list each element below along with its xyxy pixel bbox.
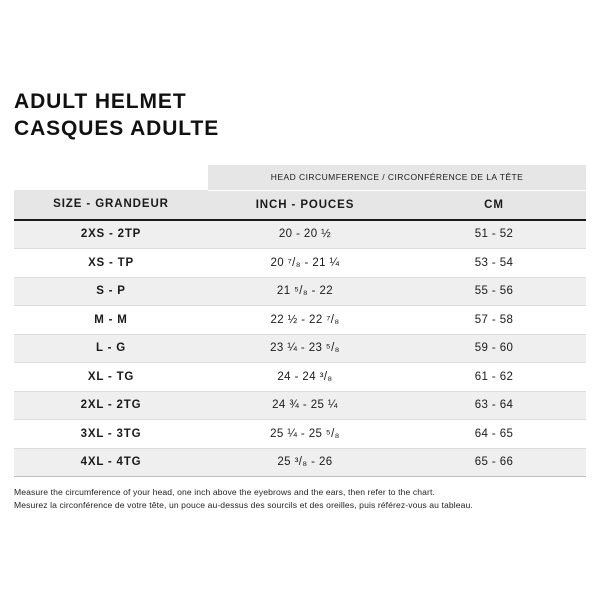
cell-size: 2XS - 2TP [14, 220, 208, 249]
table-row [14, 220, 586, 249]
cell-cm: 64 - 65 [402, 420, 586, 449]
note-french: Mesurez la circonférence de votre tête, un pouce au-dessus des sourcils et des oreilles, puis référez-vous au tableau. [14, 500, 473, 511]
group-header-head-circumference: HEAD CIRCUMFERENCE / CIRCONFÉRENCE DE LA TÊTE [208, 165, 586, 191]
cell-cm: 65 - 66 [402, 448, 586, 477]
cell-cm: 51 - 52 [402, 220, 586, 249]
table-row [14, 448, 586, 477]
table-row [14, 363, 586, 392]
column-header-size: SIZE - GRANDEUR [14, 190, 208, 220]
cell-size: L - G [14, 334, 208, 363]
cell-inch: 22 ½ - 22 ⁷/₈ [208, 306, 402, 335]
cell-cm: 53 - 54 [402, 249, 586, 278]
group-header-spacer [14, 165, 208, 191]
table-row [14, 391, 586, 420]
cell-cm: 59 - 60 [402, 334, 586, 363]
cell-inch: 24 ¾ - 25 ¼ [208, 391, 402, 420]
cell-cm: 61 - 62 [402, 363, 586, 392]
cell-cm: 55 - 56 [402, 277, 586, 306]
cell-cm: 63 - 64 [402, 391, 586, 420]
table-group-header-row [14, 165, 586, 191]
cell-inch: 20 - 20 ½ [208, 220, 402, 249]
note-english: Measure the circumference of your head, one inch above the eyebrows and the ears, then refer to the chart. [14, 487, 435, 498]
table-body [14, 220, 586, 477]
cell-inch: 24 - 24 ³/₈ [208, 363, 402, 392]
table-row [14, 306, 586, 335]
table-column-header-row [14, 190, 586, 220]
column-header-inch: INCH - POUCES [208, 190, 402, 220]
cell-inch: 25 ³/₈ - 26 [208, 448, 402, 477]
cell-inch: 25 ¼ - 25 ⁵/₈ [208, 420, 402, 449]
title-line-english: ADULT HELMET [14, 90, 187, 113]
size-chart-table [14, 165, 586, 478]
column-header-cm: CM [402, 190, 586, 220]
cell-size: 2XL - 2TG [14, 391, 208, 420]
table-row [14, 420, 586, 449]
cell-size: XS - TP [14, 249, 208, 278]
title-line-french: CASQUES ADULTE [14, 117, 220, 141]
cell-size: 4XL - 4TG [14, 448, 208, 477]
cell-cm: 57 - 58 [402, 306, 586, 335]
measurement-notes [14, 486, 586, 513]
cell-size: XL - TG [14, 363, 208, 392]
table-row [14, 249, 586, 278]
cell-size: 3XL - 3TG [14, 420, 208, 449]
page-title [14, 88, 586, 143]
cell-inch: 20 ⁷/₈ - 21 ¼ [208, 249, 402, 278]
cell-inch: 21 ⁵/₈ - 22 [208, 277, 402, 306]
cell-inch: 23 ¼ - 23 ⁵/₈ [208, 334, 402, 363]
cell-size: S - P [14, 277, 208, 306]
table-row [14, 277, 586, 306]
table-row [14, 334, 586, 363]
cell-size: M - M [14, 306, 208, 335]
